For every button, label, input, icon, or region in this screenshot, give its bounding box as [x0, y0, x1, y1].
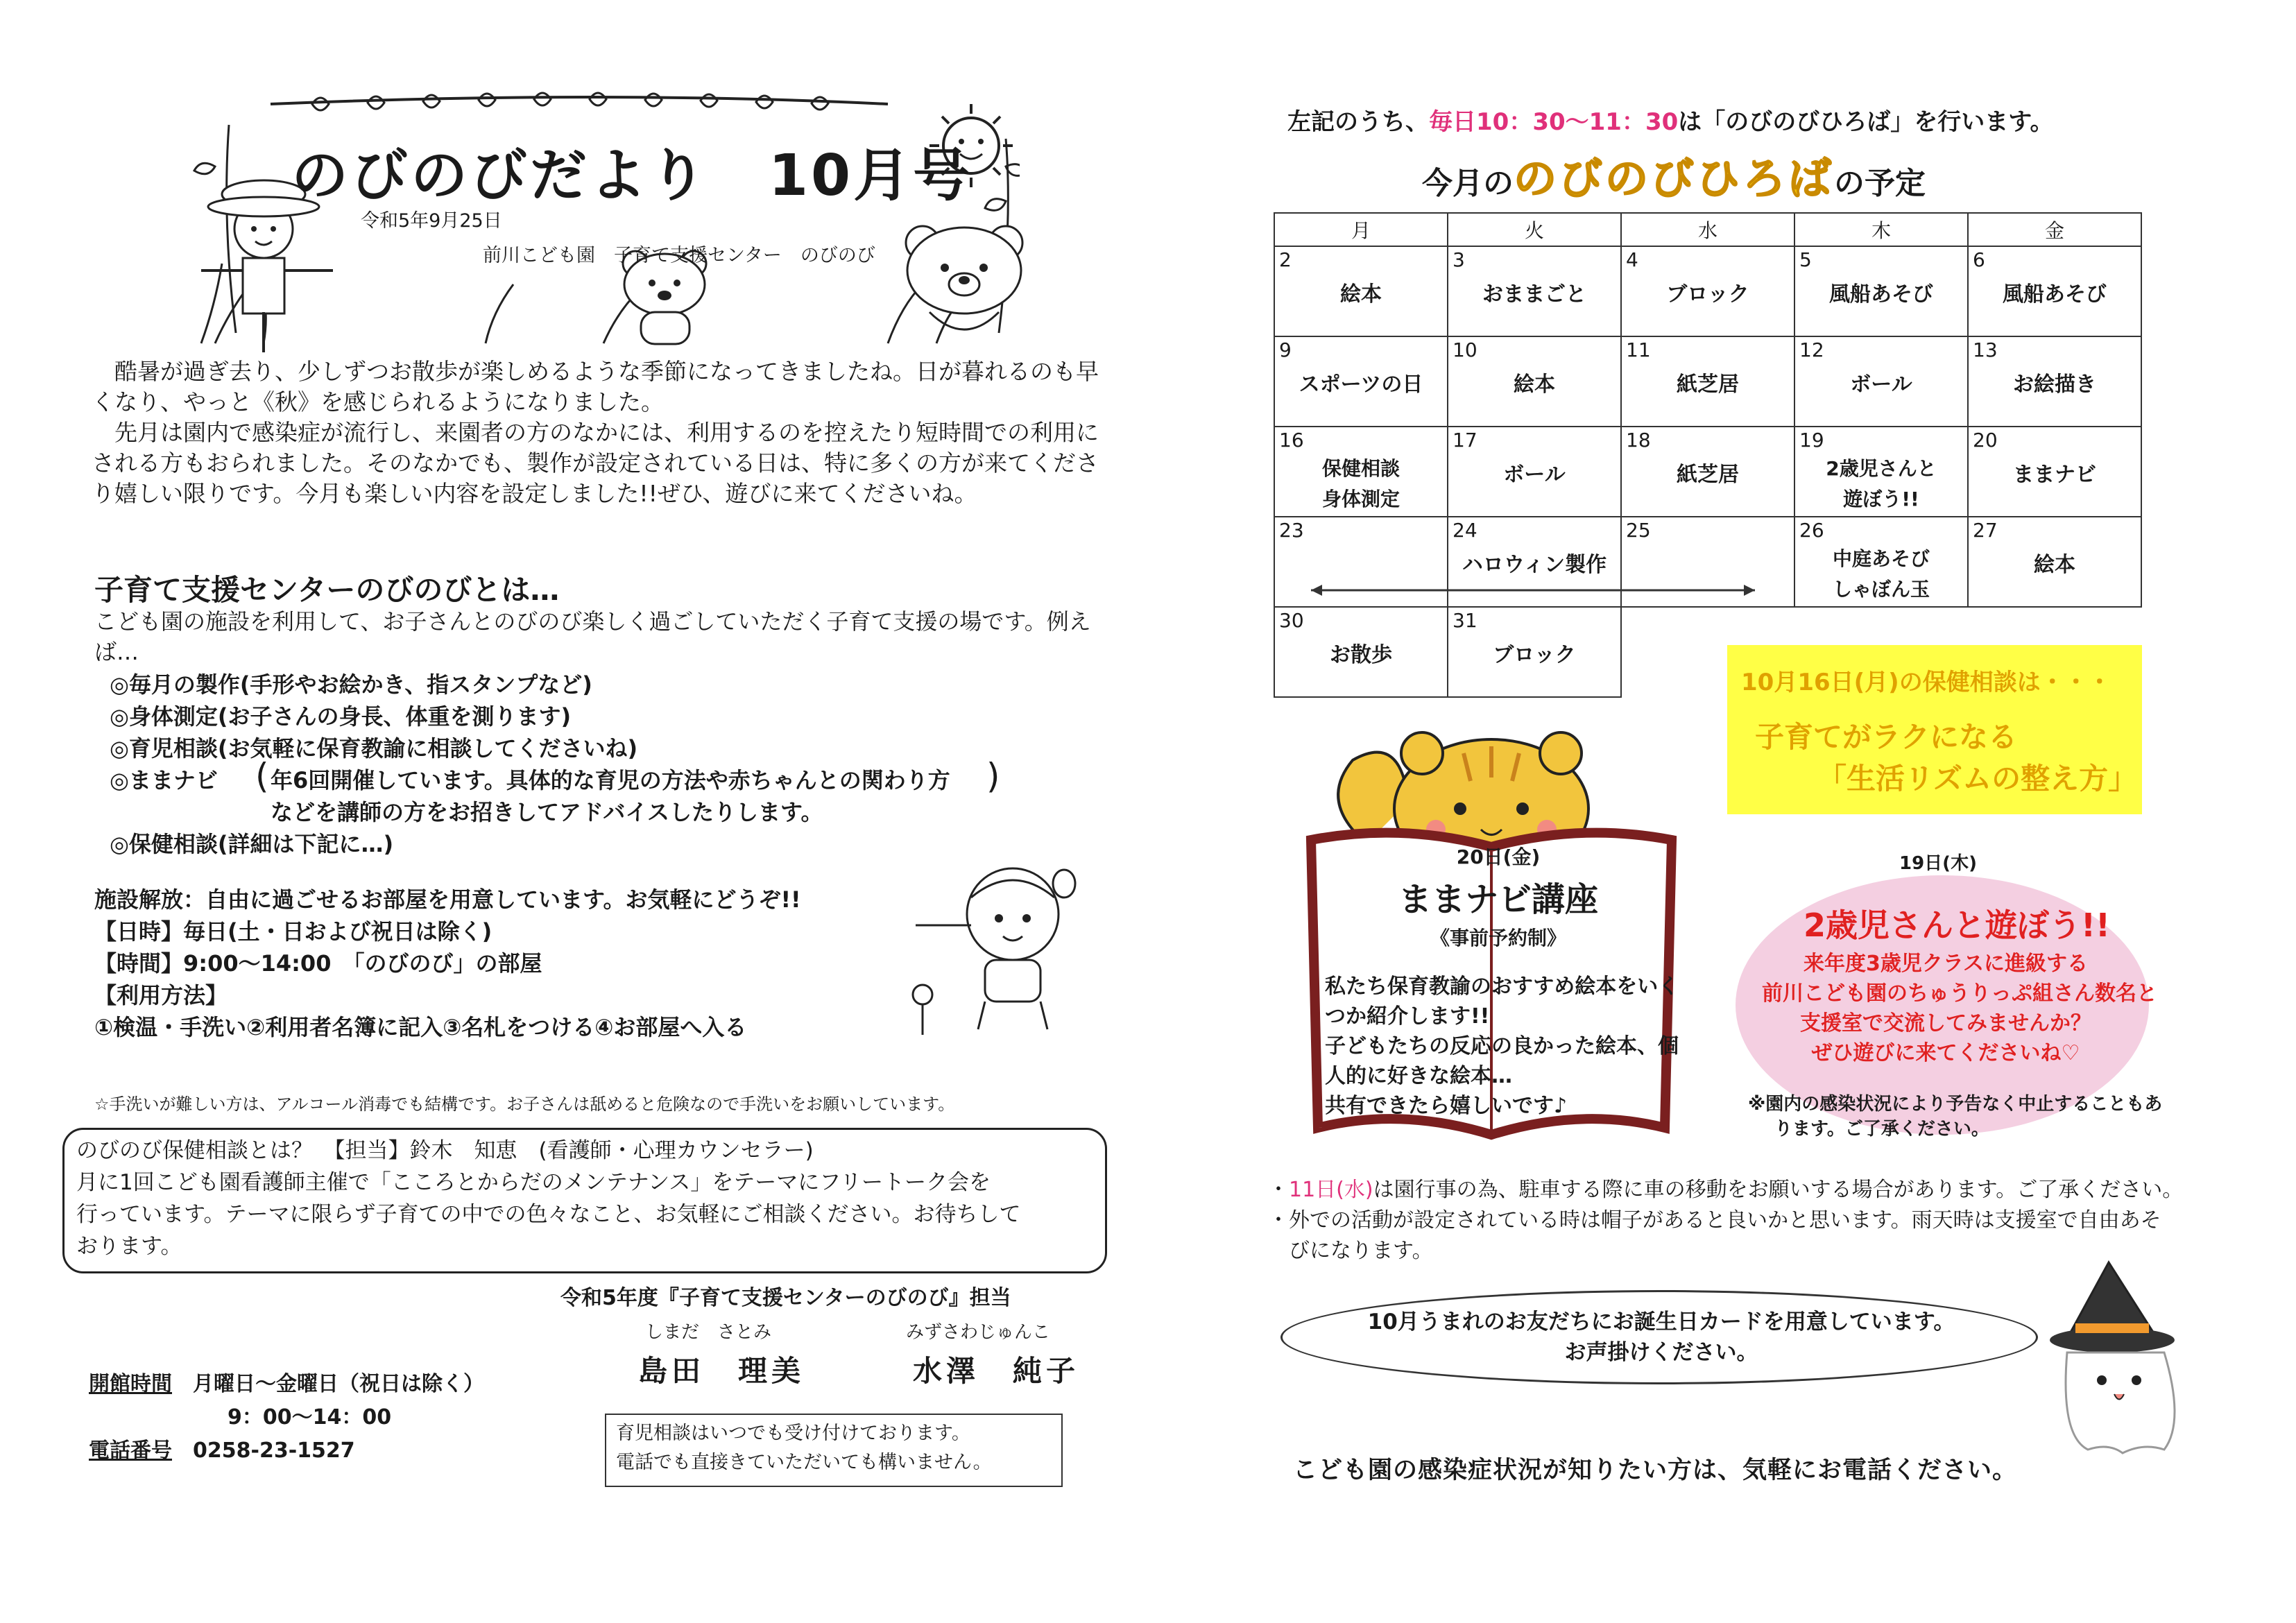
organization-name: 前川こども園 子育て支援センター のびのび: [483, 245, 875, 266]
cell-date: 31: [1453, 609, 1477, 632]
notice-1-text: は園行事の為、駐車する際に車の移動をお願いする場合があります。ご了承ください。: [1373, 1178, 2184, 1202]
mamanavi-line: 私たち保育教諭のおすすめ絵本をいく: [1325, 974, 1679, 999]
consult-small-box: [605, 1414, 1063, 1487]
calendar-cell: [1794, 427, 1968, 517]
notices: [1268, 1175, 2183, 1266]
calendar-cell: [1621, 246, 1794, 336]
mamanavi-title: ままナビ講座: [1398, 880, 1598, 919]
cell-event: ハロウィン製作: [1462, 553, 1607, 577]
mamanavi-detail-2: などを講師の方をお招きしてアドバイスしたりします。: [271, 799, 823, 825]
cell-date: 11: [1626, 338, 1651, 361]
facility-line-2: 【日時】毎日(土・日および祝日は除く): [94, 918, 492, 945]
event19-line: 来年度3歳児クラスに進級する: [1804, 952, 2088, 976]
cell-event: 絵本: [2034, 553, 2075, 577]
calendar-cell: [1968, 246, 2141, 336]
calendar-cell: [1968, 336, 2141, 427]
ghost-illustration: [2039, 1255, 2206, 1463]
hours-value: 月曜日〜金曜日（祝日は除く）: [193, 1372, 484, 1396]
event19-date: 19日(木): [1899, 853, 1977, 874]
hiroba-intro-a: 左記のうち、: [1287, 108, 1429, 136]
calendar-cell: [1274, 336, 1448, 427]
cell-date: 19: [1799, 429, 1824, 452]
page-title: のびのびだより 10月号: [291, 143, 973, 209]
health-consult-banner: [1727, 645, 2142, 814]
cell-date: 23: [1279, 519, 1304, 542]
cell-event: お絵描き: [2013, 372, 2096, 397]
mamanavi-date: 20日(金): [1456, 845, 1541, 868]
sched-heading-c: の予定: [1834, 166, 1926, 201]
cell-event: お散歩: [1330, 643, 1392, 667]
about-item-1: ◎毎月の製作(手形やお絵かき、指スタンプなど): [110, 671, 592, 698]
cell-event-line-2: しゃぼん玉: [1832, 578, 1930, 601]
banner-line-1: 10月16日(月)の保健相談は・・・: [1741, 669, 2111, 696]
mamanavi-subtitle: 《事前予約制》: [1430, 927, 1566, 950]
cell-event: 絵本: [1514, 372, 1555, 397]
cell-date: 6: [1973, 248, 1985, 271]
mamanavi-line: 共有できたら嬉しいです♪: [1325, 1094, 1568, 1118]
hours-label: 開館時間: [89, 1372, 172, 1396]
about-item-4-label: ◎ままナビ: [110, 767, 218, 793]
mamanavi-line: 人的に好きな絵本…: [1325, 1064, 1512, 1088]
cell-event: ままナビ: [2013, 463, 2096, 487]
calendar-week-1: [1274, 246, 2141, 336]
cell-event-line-2: 遊ぼう!!: [1843, 488, 1919, 510]
calendar-cell: [1274, 246, 1448, 336]
staff-2-name: 水澤 純子: [913, 1354, 1080, 1388]
cell-event: おままごと: [1482, 282, 1586, 307]
cell-date: 12: [1799, 338, 1824, 361]
about-heading: 子育て支援センターのびのびとは…: [94, 573, 560, 607]
calendar-cell: [1621, 336, 1794, 427]
notice-1: ・11日(水)は園行事の為、駐車する際に車の移動をお願いする場合があります。ご了承ください。: [1268, 1178, 2184, 1202]
consult-small-line-2: 電話でも直接きていただいても構いません。: [616, 1452, 992, 1473]
cell-date: 10: [1453, 338, 1477, 361]
calendar-cell: [1968, 427, 2141, 517]
facility-line-5: ①検温・手洗い②利用者名簿に記入③名札をつける④お部屋へ入る: [94, 1014, 747, 1040]
cell-date: 5: [1799, 248, 1812, 271]
about-item-2: ◎身体測定(お子さんの身長、体重を測ります): [110, 703, 572, 730]
calendar-day-header: 火: [1448, 213, 1621, 246]
banner-line-2: 子育てがラクになる: [1755, 720, 2018, 754]
hiroba-intro-c: は「のびのびひろば」を行います。: [1678, 108, 2054, 136]
cell-event-line-1: 2歳児さんと: [1826, 457, 1937, 480]
cell-date: 4: [1626, 248, 1638, 271]
cell-event: ボール: [1850, 372, 1912, 397]
paren-close-icon: ): [986, 756, 1000, 796]
big-bear-illustration: [888, 208, 1047, 347]
calendar-week-3: [1274, 427, 2141, 517]
mamanavi-body: [1325, 972, 1679, 1121]
event19-line: 前川こども園のちゅうりっぷ組さん数名と: [1762, 981, 2157, 1006]
child-illustration: [895, 856, 1096, 1036]
banner-line-3: 「生活リズムの整え方」: [1817, 762, 2138, 796]
cell-event: [1795, 454, 1967, 515]
hiroba-schedule-heading: [1422, 144, 1926, 206]
cell-date: 24: [1453, 519, 1477, 542]
cell-event-line-2: 身体測定: [1321, 488, 1400, 510]
mamanavi-line: つか紹介します!!: [1325, 1004, 1490, 1029]
tel-label: 電話番号: [89, 1439, 172, 1463]
final-message: こども園の感染症状況が知りたい方は、気軽にお電話ください。: [1293, 1457, 2018, 1484]
intro-paragraph-2: 先月は園内で感染症が流行し、来園者の方のなかには、利用するのを控えたり短時間での利用にされる方もおられました。そのなかでも、製作が設定されている日は、特に多くの方が来てくださり嬉しい限りです。今月も楽しい内容を設定しました!!ぜひ、遊びに来てくださいね。: [92, 419, 1099, 507]
notice-1-date: 11日(水): [1289, 1178, 1373, 1202]
cell-date: 20: [1973, 429, 1998, 452]
health-consult-info: [76, 1135, 1103, 1262]
sched-heading-b: のびのびひろば: [1514, 153, 1835, 204]
consult-small-line-1: 育児相談はいつでも受け付けております。: [616, 1423, 970, 1444]
about-item-3: ◎育児相談(お気軽に保育教諭に相談してくださいね): [110, 735, 638, 762]
consult-line-2: 月に1回こども園看護師主催で「こころとからだのメンテナンス」をテーマにフリートーク会を: [76, 1170, 991, 1195]
intro-text: [92, 357, 1118, 509]
cell-date: 18: [1626, 429, 1651, 452]
cell-event-line-1: 中庭あそび: [1832, 547, 1930, 570]
calendar-cell: [1274, 607, 1448, 697]
issue-date: 令和5年9月25日: [361, 210, 502, 232]
calendar-cell: [1794, 336, 1968, 427]
cell-event: 風船あそび: [1829, 282, 1933, 307]
birthday-message: [1325, 1307, 1998, 1368]
birthday-line-2: お声掛けください。: [1564, 1340, 1758, 1365]
cell-event: 紙芝居: [1677, 463, 1739, 487]
intro-paragraph-1: 酷暑が過ぎ去り、少しずつお散歩が楽しめるような季節になってきましたね。日が暮れるのも早くなり、やっと《秋》を感じられるようになりました。: [92, 358, 1099, 415]
cell-event: 絵本: [1340, 282, 1382, 307]
sched-heading-a: 今月の: [1422, 166, 1514, 201]
tel-number: 0258-23-1527: [193, 1439, 355, 1463]
event19-body: [1762, 949, 2157, 1068]
event19-note: [1748, 1092, 2162, 1142]
notice-2b: びになります。: [1289, 1239, 1433, 1263]
birthday-line-1: 10月うまれのお友だちにお誕生日カードを用意しています。: [1367, 1309, 1955, 1334]
cell-date: 9: [1279, 338, 1292, 361]
cell-event: [1275, 454, 1447, 515]
cell-event: 風船あそび: [2003, 282, 2107, 307]
cell-date: 2: [1279, 248, 1292, 271]
event19-line: 支援室で交流してみませんか？: [1800, 1011, 2091, 1036]
about-text: こども園の施設を利用して、お子さんとのびのび楽しく過ごしていただく子育て支援の場です。例えば…: [94, 608, 1091, 665]
calendar-week-2: [1274, 336, 2141, 427]
event19-line: ぜひ遊びに来てくださいね♡: [1811, 1041, 2080, 1065]
about-list: [110, 669, 1000, 860]
calendar-cell: [1448, 427, 1621, 517]
mamanavi-line: 子どもたちの反応の良かった絵本、個: [1325, 1034, 1679, 1058]
staff-2-kana: みずさわじゅんこ: [906, 1322, 1051, 1343]
calendar-cell: [1794, 246, 1968, 336]
calendar-cell: [1274, 427, 1448, 517]
cell-event: スポーツの日: [1299, 372, 1423, 397]
cell-date: 27: [1973, 519, 1998, 542]
consult-line-4: おります。: [76, 1234, 182, 1259]
consult-line-3: 行っています。テーマに限らず子育ての中での色々なこと、お気軽にご相談ください。お待ちして: [76, 1202, 1021, 1227]
event19-note-2: ります。ご了承ください。: [1774, 1119, 1989, 1140]
handwash-note: ☆手洗いが難しい方は、アルコール消毒でも結構です。お子さんは舐めると危険なので手洗いをお願いしています。: [94, 1094, 955, 1114]
mamanavi-detail-1: 年6回開催しています。具体的な育児の方法や赤ちゃんとの関わり方: [271, 767, 950, 793]
calendar-day-header: 木: [1794, 213, 1968, 246]
calendar-header-row: [1274, 213, 2141, 246]
cell-event: 紙芝居: [1677, 372, 1739, 397]
cell-event: ブロック: [1666, 282, 1749, 307]
facility-line-1: 施設解放：自由に過ごせるお部屋を用意しています。お気軽にどうぞ!!: [94, 886, 801, 913]
calendar-day-header: 月: [1274, 213, 1448, 246]
notice-2a: ・外での活動が設定されている時は帽子があると良いかと思います。雨天時は支援室で自由あそ: [1268, 1208, 2161, 1233]
staff-1-name: 島田 理美: [638, 1354, 805, 1388]
cell-event: [1795, 544, 1967, 605]
calendar-cell: [1794, 517, 1968, 607]
hiroba-calendar: [1274, 212, 2142, 698]
cell-date: 3: [1453, 248, 1465, 271]
about-item-4: [110, 756, 1000, 828]
cell-event: ボール: [1503, 463, 1566, 487]
paren-open-icon: (: [255, 756, 269, 796]
calendar-cell: [1968, 517, 2141, 607]
cell-date: 17: [1453, 429, 1477, 452]
about-item-5: ◎保健相談(詳細は下記に…): [110, 831, 394, 857]
facility-line-4: 【利用方法】: [94, 982, 228, 1008]
cell-event: ブロック: [1493, 643, 1576, 667]
hours-info: [89, 1368, 484, 1468]
calendar-cell: [1448, 607, 1621, 697]
consult-line-1: のびのび保健相談とは？ 【担当】鈴木 知恵 (看護師・心理カウンセラー): [76, 1138, 814, 1163]
calendar-cell: [1448, 246, 1621, 336]
cell-date: 13: [1973, 338, 1998, 361]
event19-title: 2歳児さんと遊ぼう!!: [1804, 907, 2110, 944]
calendar-cell: [1621, 427, 1794, 517]
facility-info: [94, 884, 801, 1043]
event19-note-1: ※園内の感染状況により予告なく中止することもあ: [1748, 1094, 2163, 1115]
staff-1-kana: しまだ さとみ: [645, 1322, 772, 1343]
cell-date: 26: [1799, 519, 1824, 542]
calendar-day-header: 水: [1621, 213, 1794, 246]
staff-title: 令和5年度『子育て支援センターのびのび』担当: [560, 1286, 1011, 1310]
cell-date: 30: [1279, 609, 1304, 632]
facility-line-3: 【時間】9:00〜14:00 「のびのび」の部屋: [94, 950, 542, 977]
mamanavi-book-content: [1325, 842, 1679, 1121]
calendar-cell: [1448, 336, 1621, 427]
halloween-span-arrow: [1304, 580, 1762, 601]
cell-date: 16: [1279, 429, 1304, 452]
cell-date: 25: [1626, 519, 1651, 542]
cell-event-line-1: 保健相談: [1321, 457, 1400, 480]
hours-time: 9：00〜14：00: [228, 1405, 392, 1429]
calendar-day-header: 金: [1968, 213, 2141, 246]
hiroba-intro-time: 毎日10：30〜11：30: [1429, 108, 1679, 136]
hiroba-intro: [1287, 103, 2054, 137]
